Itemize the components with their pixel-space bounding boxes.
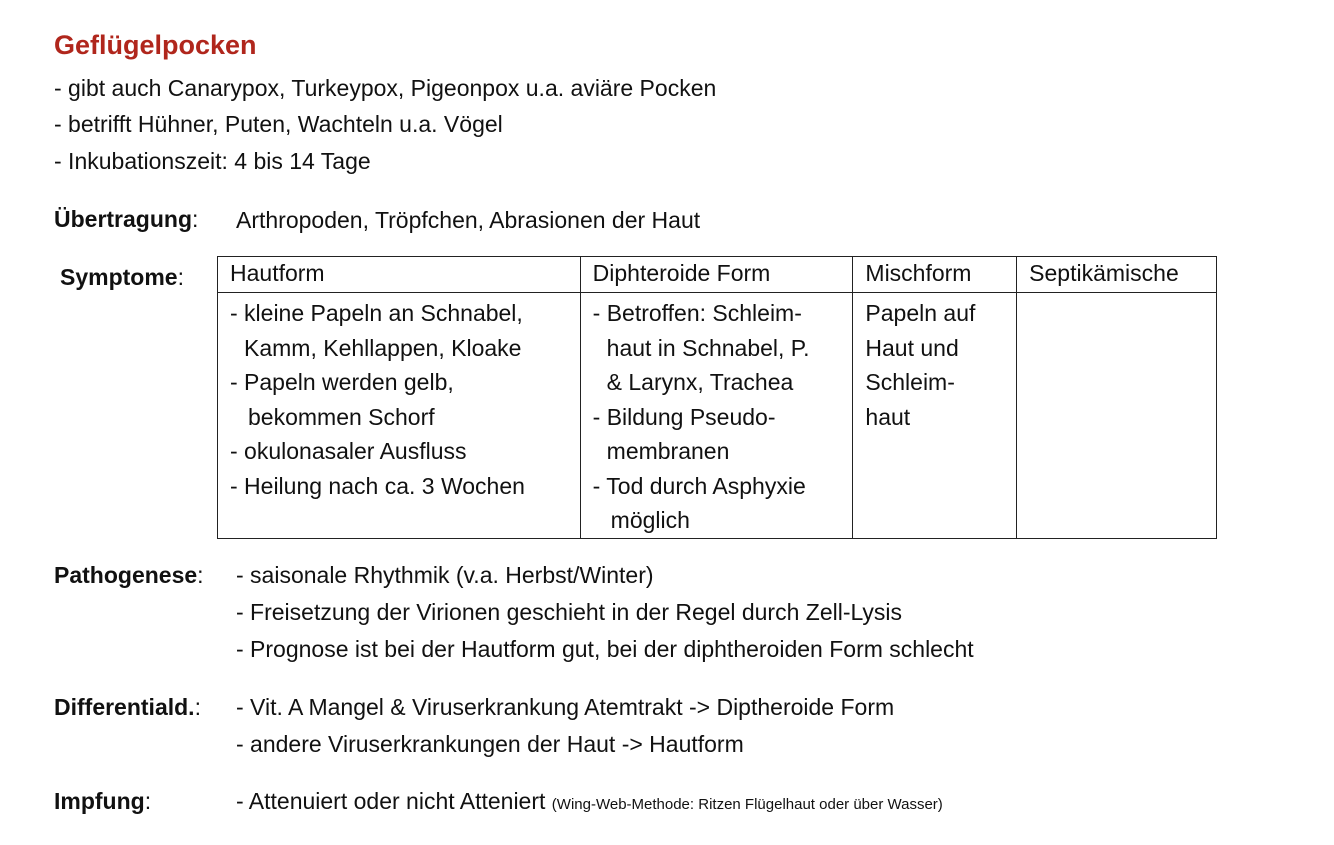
impfung-label: Impfung:	[54, 788, 152, 814]
cell-line: - Bildung Pseudo-	[592, 403, 776, 430]
cell-line: & Larynx, Trachea	[606, 369, 794, 395]
intro-line: - Inkubationszeit: 4 bis 14 Tage	[54, 148, 371, 174]
cell-line: membranen	[606, 438, 730, 464]
list-item: - Vit. A Mangel & Viruserkrankung Atemtrakt -> Diptheroide Form	[236, 694, 895, 720]
intro-line: - betrifft Hühner, Puten, Wachteln u.a. Vögel	[54, 111, 503, 137]
list-item: - andere Viruserkrankungen der Haut -> Hautform	[236, 731, 744, 757]
cell-line: haut	[865, 403, 911, 430]
intro-line: - gibt auch Canarypox, Turkeypox, Pigeonpox u.a. aviäre Pocken	[54, 75, 717, 101]
symptome-label: Symptome:	[60, 264, 184, 290]
header-mischform: Mischform	[853, 257, 1017, 293]
cell-line: Papeln auf	[865, 300, 976, 326]
uebertragung-label: Übertragung:	[54, 206, 199, 232]
cell-line: Kamm, Kehllappen, Kloake	[244, 334, 522, 361]
cell-line: - Betroffen: Schleim-	[592, 300, 802, 326]
list-item: - Freisetzung der Virionen geschieht in der Regel durch Zell-Lysis	[236, 599, 903, 625]
cell-line: haut in Schnabel, P.	[606, 334, 810, 361]
pathogenese-label: Pathogenese:	[54, 562, 204, 588]
cell-mischform	[853, 293, 1017, 539]
differentiald-list	[236, 689, 894, 763]
cell-diphteroide	[580, 293, 853, 539]
cell-line: Haut und	[865, 334, 959, 361]
impfung-main: - Attenuiert oder nicht Atteniert	[236, 788, 546, 814]
differentiald-label: Differentiald.:	[54, 694, 201, 720]
cell-line: - Papeln werden gelb,	[230, 369, 454, 395]
symptome-table	[217, 256, 1217, 539]
table-header-row	[218, 257, 1217, 293]
impfung-value	[236, 783, 943, 823]
cell-line: - kleine Papeln an Schnabel,	[230, 300, 523, 326]
page-title: Geflügelpocken	[54, 30, 257, 60]
cell-line: - Heilung nach ca. 3 Wochen	[230, 472, 525, 499]
cell-line: möglich	[610, 507, 690, 533]
pathogenese-list	[236, 557, 974, 668]
cell-septikaemische	[1017, 293, 1217, 539]
impfung-note: (Wing-Web-Methode: Ritzen Flügelhaut oder über Wasser)	[551, 796, 943, 813]
list-item: - Prognose ist bei der Hautform gut, bei der diphtheroiden Form schlecht	[236, 636, 974, 662]
cell-line: bekommen Schorf	[248, 403, 435, 430]
cell-line: - Tod durch Asphyxie	[592, 472, 806, 499]
cell-line: Schleim-	[865, 369, 955, 395]
cell-hautform	[218, 293, 581, 539]
header-septikaemische: Septikämische	[1017, 257, 1217, 293]
list-item: - saisonale Rhythmik (v.a. Herbst/Winter)	[236, 562, 654, 588]
table-row	[218, 293, 1217, 539]
header-hautform: Hautform	[218, 257, 581, 293]
cell-line: - okulonasaler Ausfluss	[230, 438, 467, 464]
uebertragung-value: Arthropoden, Tröpfchen, Abrasionen der Haut	[236, 207, 701, 233]
header-diphteroide: Diphteroide Form	[580, 257, 853, 293]
